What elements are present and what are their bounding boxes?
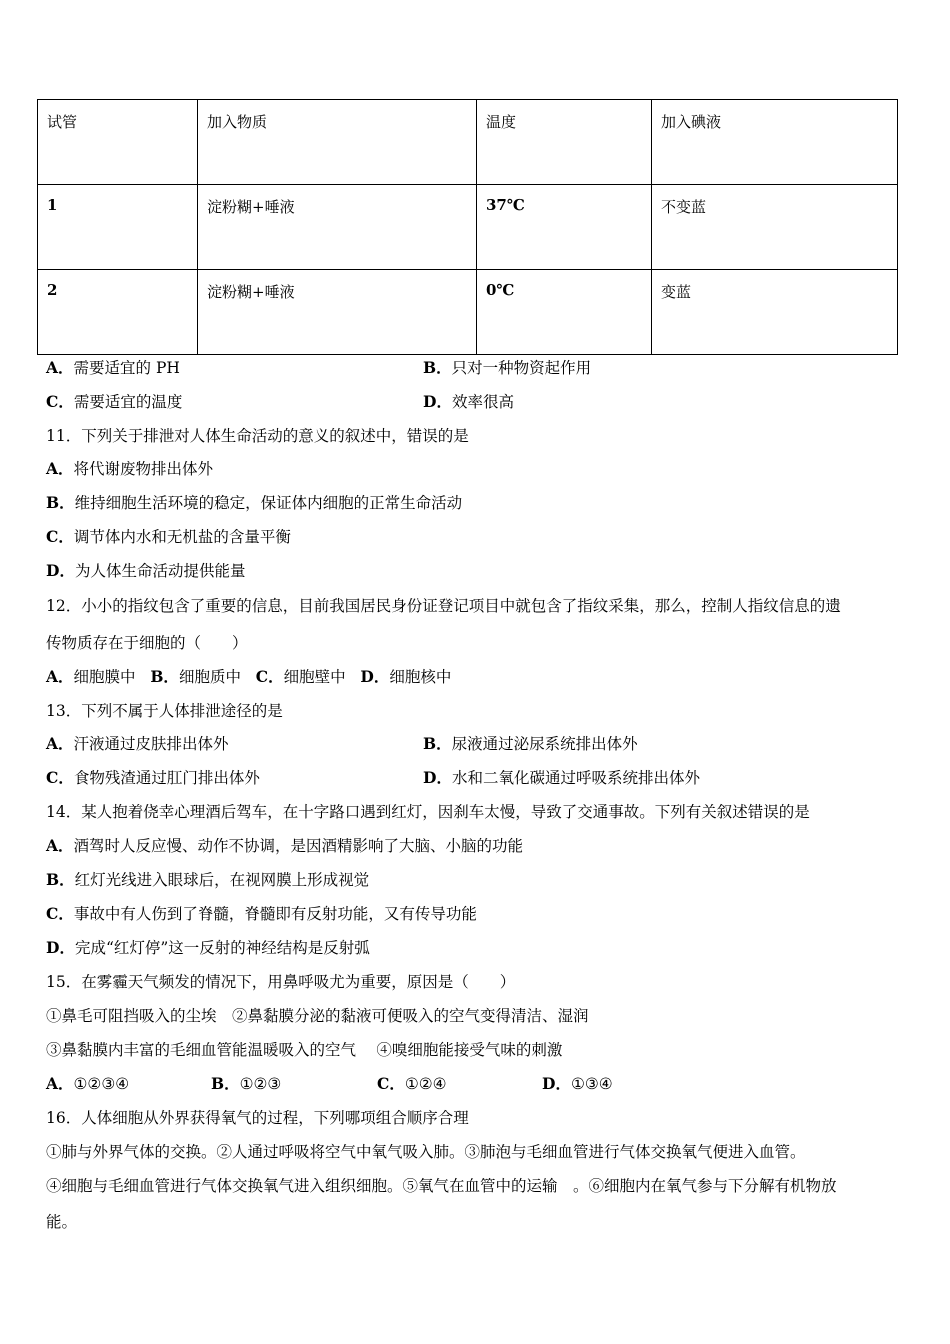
q12-stem-line-2: 传物质存在于细胞的（ ） [46,634,248,652]
q15-statement-2: ③鼻黏膜内丰富的毛细血管能温暖吸入的空气 ④嗅细胞能接受气味的刺激 [46,1041,563,1059]
header-cell: 加入碘液 [652,100,898,185]
q16-line-3: 能。 [46,1213,78,1231]
q15-options: A．①②③④ B．①②③ C．①②④ D．①③④ [46,1074,613,1093]
table-header-row [38,100,898,185]
q13-options-row-2: C．食物残渣通过肛门排出体外 D．水和二氧化碳通过呼吸系统排出体外 [46,768,700,787]
table-row [38,185,898,270]
q10-options-row-2 [46,392,514,412]
q13-stem: 13．下列不属于人体排泄途径的是 [46,702,283,720]
q14-option-a: A．酒驾时人反应慢、动作不协调，是因酒精影响了大脑、小脑的功能 [46,836,524,855]
q16-line-2: ④细胞与毛细血管进行气体交换氧气进入组织细胞。⑤氧气在血管中的运输 。⑥细胞内在氧气参与下分解有机物放 [46,1177,837,1195]
option-label: C． [46,392,74,411]
header-cell: 温度 [477,100,652,185]
q10-options-row-1 [46,358,592,378]
header-cell: 加入物质 [198,100,477,185]
table-cell: 变蓝 [652,270,898,355]
q14-option-d: D．完成“红灯停”这一反射的神经结构是反射弧 [46,938,370,957]
q15-stem: 15．在雾霾天气频发的情况下，用鼻呼吸尤为重要，原因是（ ） [46,973,516,991]
table-cell: 0℃ [477,270,652,355]
q12-stem-line-1: 12．小小的指纹包含了重要的信息，目前我国居民身份证登记项目中就包含了指纹采集，那么，控制人指纹信息的遗 [46,597,841,615]
q16-stem: 16．人体细胞从外界获得氧气的过程，下列哪项组合顺序合理 [46,1109,469,1127]
table-cell: 不变蓝 [652,185,898,270]
q11-stem: 11．下列关于排泄对人体生命活动的意义的叙述中，错误的是 [46,427,469,445]
q15-statement-1: ①鼻毛可阻挡吸入的尘埃 ②鼻黏膜分泌的黏液可便吸入的空气变得清洁、湿润 [46,1007,589,1025]
option-text: 只对一种物资起作用 [451,359,592,377]
header-cell: 试管 [38,100,198,185]
table-cell: 2 [38,270,198,355]
option-text: 需要适宜的温度 [73,393,183,411]
table-cell: 淀粉糊+唾液 [198,185,477,270]
q11-option-b: B．维持细胞生活环境的稳定，保证体内细胞的正常生命活动 [46,493,463,512]
q16-line-1: ①肺与外界气体的交换。②人通过呼吸将空气中氧气吸入肺。③肺泡与毛细血管进行气体交换氧气便进入血管。 [46,1143,806,1161]
option-label: A． [46,358,74,377]
experiment-table [37,99,898,355]
q14-option-c: C．事故中有人伤到了脊髓，脊髓即有反射功能，又有传导功能 [46,904,477,923]
table-cell: 淀粉糊+唾液 [198,270,477,355]
table-cell: 37℃ [477,185,652,270]
table-row [38,270,898,355]
option-label: D． [423,392,452,411]
table-cell: 1 [38,185,198,270]
q11-option-a: A．将代谢废物排出体外 [46,459,214,478]
q13-options-row-1: A．汗液通过皮肤排出体外 B．尿液通过泌尿系统排出体外 [46,734,638,753]
option-text: 效率很高 [451,393,514,411]
q12-options: A．细胞膜中 B．细胞质中 C．细胞壁中 D．细胞核中 [46,667,452,686]
option-text: 需要适宜的 PH [73,359,180,377]
q14-option-b: B．红灯光线进入眼球后，在视网膜上形成视觉 [46,870,370,889]
q14-stem: 14．某人抱着侥幸心理酒后驾车，在十字路口遇到红灯，因刹车太慢，导致了交通事故。下列有关叙述错误的是 [46,803,810,821]
q11-option-c: C．调节体内水和无机盐的含量平衡 [46,527,291,546]
option-label: B． [423,358,452,377]
q11-option-d: D．为人体生命活动提供能量 [46,561,246,580]
